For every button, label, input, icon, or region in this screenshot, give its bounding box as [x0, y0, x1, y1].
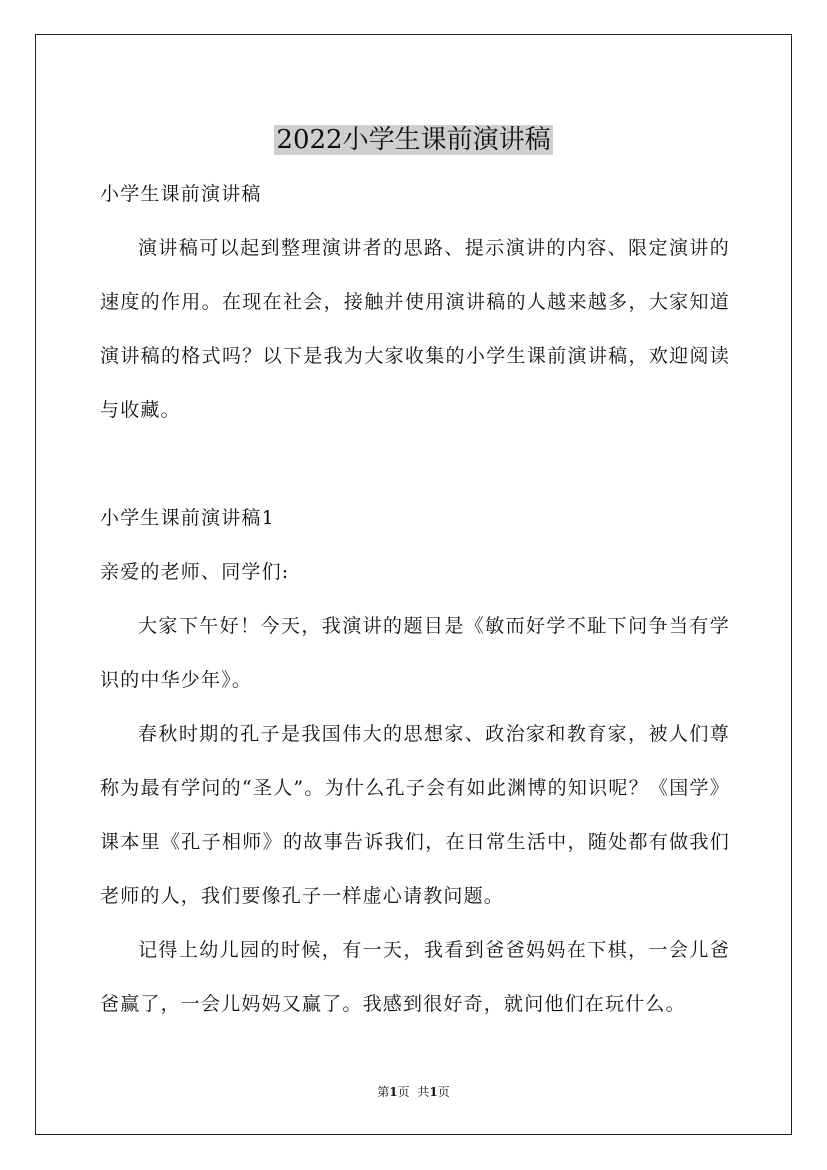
body-paragraph-1: 大家下午好！今天，我演讲的题目是《敏而好学不耻下问争当有学识的中华少年》。 — [100, 615, 730, 691]
document-title-text: 2022小学生课前演讲稿 — [276, 125, 551, 156]
footer-page-suffix: 页 — [397, 1085, 410, 1099]
intro-paragraph: 演讲稿可以起到整理演讲者的思路、提示演讲的内容、限定演讲的速度的作用。在现在社会，接触并使用演讲稿的人越来越多，大家知道演讲稿的格式吗？以下是我为大家收集的小学生课前演讲稿，欢迎阅读与收藏。 — [100, 237, 730, 421]
subtitle: 小学生课前演讲稿 — [100, 183, 262, 205]
footer-total-pages: 1 — [429, 1085, 438, 1099]
body-paragraph-2: 春秋时期的孔子是我国伟大的思想家、政治家和教育家，被人们尊称为最有学问的“圣人”。为什么孔子会有如此渊博的知识呢？《国学》课本里《孔子相师》的故事告诉我们，在日常生活中，随处都有做我们老师的人，我们要像孔子一样虚心请教问题。 — [100, 723, 730, 907]
body-paragraph-3: 记得上幼儿园的时候，有一天，我看到爸爸妈妈在下棋，一会儿爸爸赢了，一会儿妈妈又赢了。我感到很好奇，就问他们在玩什么。 — [100, 939, 730, 1015]
document-title — [0, 120, 827, 160]
page-footer — [0, 1083, 827, 1101]
footer-page-prefix: 第 — [377, 1085, 390, 1099]
section-heading: 小学生课前演讲稿1 — [100, 507, 275, 529]
footer-page-number: 1 — [389, 1085, 398, 1099]
footer-total-suffix: 页 — [437, 1085, 450, 1099]
salutation: 亲爱的老师、同学们: — [100, 561, 290, 583]
footer-total-prefix: 共 — [417, 1085, 430, 1099]
